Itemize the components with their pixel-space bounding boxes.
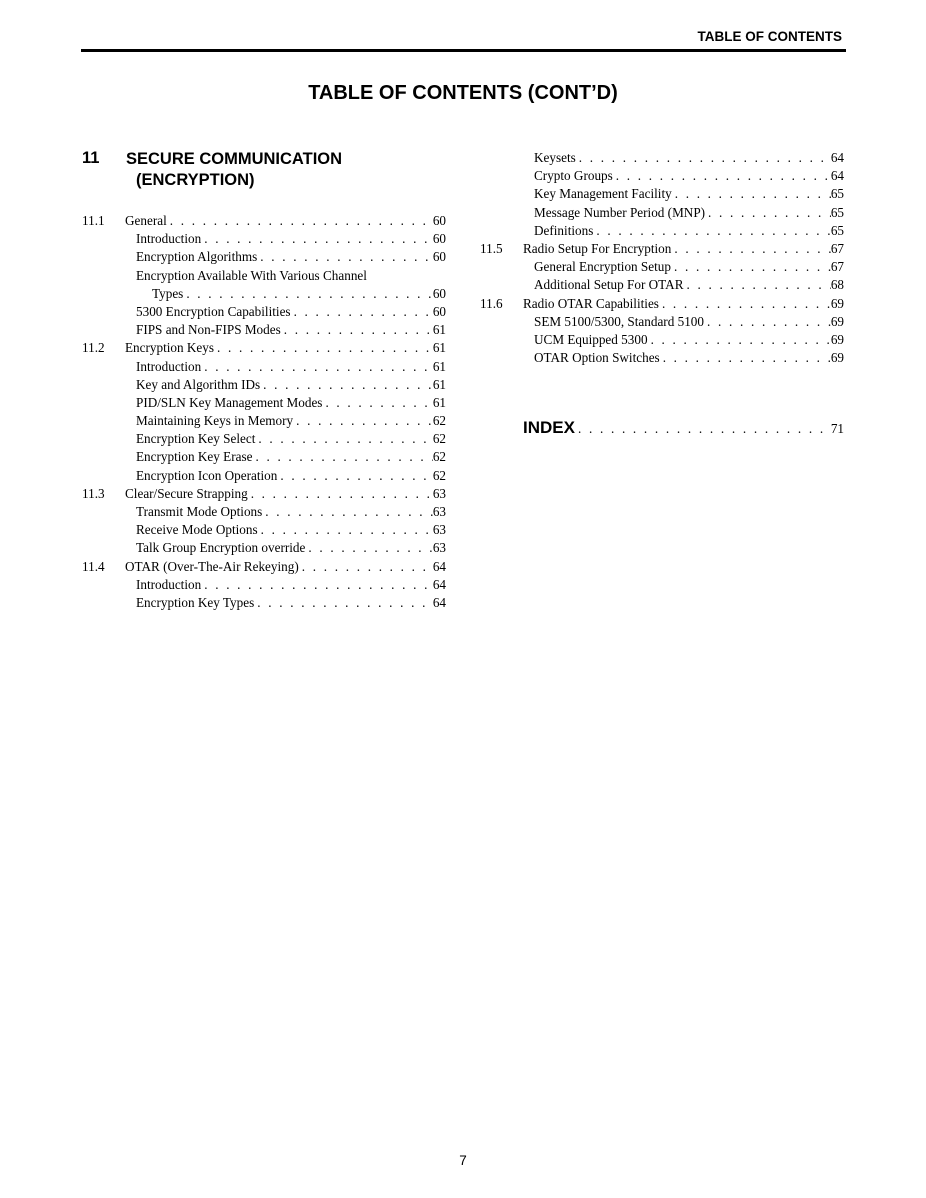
entry-label: Radio OTAR Capabilities bbox=[523, 295, 659, 311]
dot-leader bbox=[291, 303, 433, 321]
entry-page: 69 bbox=[830, 331, 844, 347]
entry-label: Introduction bbox=[136, 576, 202, 592]
index-page: 71 bbox=[830, 421, 844, 436]
dot-leader bbox=[705, 204, 831, 222]
entry-page: 69 bbox=[830, 313, 844, 329]
dot-leader bbox=[671, 240, 830, 258]
dot-leader bbox=[257, 248, 433, 266]
entry-page: 61 bbox=[432, 322, 446, 338]
entry-label: Additional Setup For OTAR bbox=[534, 277, 684, 293]
dot-leader bbox=[648, 331, 831, 349]
dot-leader bbox=[258, 521, 433, 539]
chapter-title-line1: SECURE COMMUNICATION bbox=[126, 150, 343, 168]
toc-entry[interactable] bbox=[82, 248, 446, 266]
dot-leader bbox=[201, 230, 433, 248]
entry-label: Encryption Key Types bbox=[136, 594, 255, 610]
toc-entry[interactable] bbox=[82, 358, 446, 376]
dot-leader bbox=[201, 576, 433, 594]
toc-entry[interactable] bbox=[480, 313, 844, 331]
entry-label: Crypto Groups bbox=[534, 168, 613, 184]
section-number: 11.3 bbox=[82, 485, 105, 501]
toc-entry[interactable] bbox=[82, 448, 446, 466]
dot-leader bbox=[613, 167, 831, 185]
entry-page: 60 bbox=[432, 285, 446, 301]
toc-entry-section[interactable] bbox=[82, 339, 446, 357]
entry-label: Encryption Key Erase bbox=[136, 449, 253, 465]
dot-leader bbox=[575, 421, 831, 437]
entry-page: 69 bbox=[830, 350, 844, 366]
dot-leader bbox=[252, 448, 432, 466]
toc-entry-section[interactable] bbox=[82, 485, 446, 503]
toc-entry-section[interactable] bbox=[480, 240, 844, 258]
entry-label: Maintaining Keys in Memory bbox=[136, 413, 294, 429]
entry-label: Keysets bbox=[534, 150, 576, 165]
entry-page: 62 bbox=[432, 413, 446, 429]
dot-leader bbox=[684, 276, 831, 294]
toc-entry[interactable] bbox=[82, 412, 446, 430]
entry-page: 68 bbox=[830, 277, 844, 293]
chapter-number: 11 bbox=[82, 149, 100, 167]
section-number: 11.2 bbox=[82, 340, 105, 356]
entry-page: 65 bbox=[830, 222, 844, 238]
toc-entry[interactable] bbox=[82, 321, 446, 339]
toc-entry[interactable] bbox=[82, 430, 446, 448]
entry-label: OTAR (Over-The-Air Rekeying) bbox=[125, 558, 299, 574]
dot-leader bbox=[214, 339, 433, 357]
entry-label: Types bbox=[152, 285, 184, 301]
toc-entry[interactable] bbox=[480, 167, 844, 185]
toc-right-column bbox=[480, 149, 844, 367]
entry-label: Clear/Secure Strapping bbox=[125, 485, 248, 501]
dot-leader bbox=[322, 394, 432, 412]
dot-leader bbox=[704, 313, 831, 331]
toc-entry[interactable] bbox=[480, 258, 844, 276]
entry-label: UCM Equipped 5300 bbox=[534, 331, 648, 347]
chapter-title bbox=[126, 149, 342, 191]
toc-entry-section[interactable] bbox=[82, 212, 446, 230]
entry-label: Talk Group Encryption override bbox=[136, 540, 306, 556]
dot-leader bbox=[255, 430, 432, 448]
dot-leader bbox=[262, 503, 433, 521]
entry-page: 67 bbox=[830, 259, 844, 275]
dot-leader bbox=[260, 376, 433, 394]
entry-page: 61 bbox=[432, 394, 446, 410]
section-number: 11.4 bbox=[82, 558, 105, 574]
toc-entry[interactable] bbox=[480, 149, 844, 167]
entry-label: Radio Setup For Encryption bbox=[523, 240, 672, 256]
dot-leader bbox=[293, 412, 433, 430]
entry-label: Key Management Facility bbox=[534, 186, 672, 202]
entry-label: OTAR Option Switches bbox=[534, 350, 660, 366]
page-title: TABLE OF CONTENTS (CONT’D) bbox=[308, 82, 618, 104]
entry-page: 63 bbox=[432, 540, 446, 556]
page-number: 7 bbox=[459, 1153, 467, 1168]
toc-left-column bbox=[82, 212, 446, 612]
entry-label: Encryption Algorithms bbox=[136, 249, 258, 265]
dot-leader bbox=[672, 185, 831, 203]
entry-page: 63 bbox=[432, 522, 446, 538]
section-number: 11.1 bbox=[82, 213, 105, 228]
entry-label: Transmit Mode Options bbox=[136, 504, 263, 519]
entry-label: Introduction bbox=[136, 231, 202, 247]
header-rule bbox=[81, 49, 846, 52]
entry-label: Definitions bbox=[534, 222, 594, 238]
toc-entry-wrapped[interactable] bbox=[82, 267, 446, 285]
entry-page: 65 bbox=[830, 204, 844, 220]
toc-entry[interactable] bbox=[480, 349, 844, 367]
dot-leader bbox=[254, 594, 433, 612]
entry-label: SEM 5100/5300, Standard 5100 bbox=[534, 313, 704, 329]
entry-page: 60 bbox=[432, 213, 446, 228]
toc-entry[interactable] bbox=[82, 376, 446, 394]
entry-page: 64 bbox=[432, 594, 446, 610]
dot-leader bbox=[671, 258, 831, 276]
entry-page: 60 bbox=[432, 231, 446, 247]
entry-page: 60 bbox=[432, 303, 446, 319]
entry-page: 61 bbox=[432, 358, 446, 374]
dot-leader bbox=[299, 558, 433, 576]
toc-entry[interactable] bbox=[82, 230, 446, 248]
entry-label: Message Number Period (MNP) bbox=[534, 204, 706, 220]
entry-page: 64 bbox=[830, 150, 844, 165]
entry-page: 64 bbox=[432, 558, 446, 574]
toc-entry[interactable] bbox=[480, 185, 844, 203]
entry-label: General bbox=[125, 213, 167, 228]
entry-label: Encryption Keys bbox=[125, 340, 214, 356]
entry-page: 61 bbox=[432, 340, 446, 356]
dot-leader bbox=[167, 212, 433, 230]
dot-leader bbox=[248, 485, 433, 503]
entry-page: 61 bbox=[432, 376, 446, 392]
entry-page: 62 bbox=[432, 431, 446, 447]
entry-label: Key and Algorithm IDs bbox=[136, 376, 261, 392]
entry-page: 62 bbox=[432, 449, 446, 465]
toc-entry[interactable] bbox=[82, 594, 446, 612]
toc-entry[interactable] bbox=[82, 539, 446, 557]
entry-page: 62 bbox=[432, 467, 446, 483]
dot-leader bbox=[183, 285, 433, 303]
dot-leader bbox=[576, 149, 831, 167]
dot-leader bbox=[281, 321, 433, 339]
entry-page: 63 bbox=[432, 485, 446, 501]
dot-leader bbox=[277, 467, 432, 485]
entry-label: Encryption Key Select bbox=[136, 431, 256, 447]
dot-leader bbox=[659, 295, 831, 313]
entry-page: 64 bbox=[830, 168, 844, 184]
entry-label: General Encryption Setup bbox=[534, 259, 671, 275]
toc-entry[interactable] bbox=[82, 394, 446, 412]
toc-entry-continuation[interactable] bbox=[82, 285, 446, 303]
chapter-title-line2: (ENCRYPTION) bbox=[136, 171, 255, 189]
section-number: 11.5 bbox=[480, 240, 503, 256]
index-label: INDEX bbox=[523, 418, 575, 437]
toc-entry-section[interactable] bbox=[82, 558, 446, 576]
dot-leader bbox=[305, 539, 432, 557]
entry-page: 65 bbox=[830, 186, 844, 202]
toc-entry-section[interactable] bbox=[480, 295, 844, 313]
entry-label: Encryption Icon Operation bbox=[136, 467, 278, 483]
dot-leader bbox=[660, 349, 831, 367]
toc-entry[interactable] bbox=[480, 222, 844, 240]
entry-label: Encryption Available With Various Channel bbox=[136, 267, 367, 283]
entry-label: Introduction bbox=[136, 358, 202, 374]
entry-page: 64 bbox=[432, 576, 446, 592]
entry-label: FIPS and Non-FIPS Modes bbox=[136, 322, 281, 338]
entry-label: PID/SLN Key Management Modes bbox=[136, 394, 323, 410]
entry-page: 67 bbox=[830, 240, 844, 256]
toc-entry-index[interactable] bbox=[523, 418, 844, 442]
entry-label: 5300 Encryption Capabilities bbox=[136, 303, 291, 319]
entry-page: 60 bbox=[432, 249, 446, 265]
toc-entry[interactable] bbox=[480, 276, 844, 294]
entry-label: Receive Mode Options bbox=[136, 522, 258, 538]
dot-leader bbox=[201, 358, 433, 376]
dot-leader bbox=[593, 222, 830, 240]
toc-entry[interactable] bbox=[82, 503, 446, 521]
running-head: TABLE OF CONTENTS bbox=[697, 29, 842, 44]
entry-page: 63 bbox=[432, 504, 446, 519]
section-number: 11.6 bbox=[480, 295, 503, 311]
toc-entry[interactable] bbox=[82, 303, 446, 321]
toc-entry[interactable] bbox=[480, 204, 844, 222]
toc-entry[interactable] bbox=[480, 331, 844, 349]
toc-entry[interactable] bbox=[82, 576, 446, 594]
toc-entry[interactable] bbox=[82, 467, 446, 485]
toc-entry[interactable] bbox=[82, 521, 446, 539]
entry-page: 69 bbox=[830, 295, 844, 311]
